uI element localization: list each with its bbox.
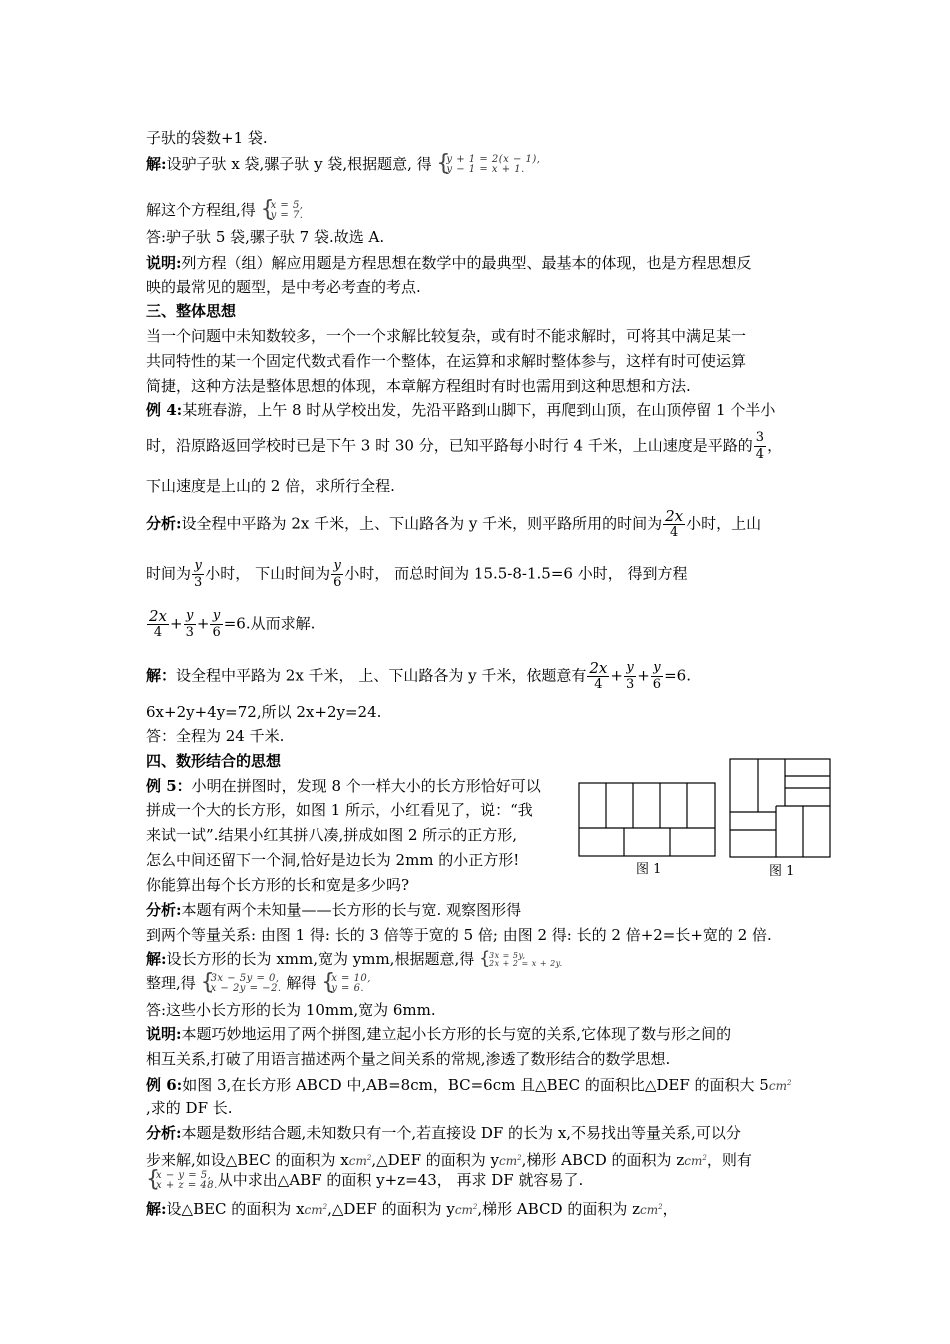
text-line: 说明:列方程（组）解应用题是方程思想在数学中的最典型、最基本的体现，也是方程思想反 xyxy=(146,254,752,272)
text-line: 来试一试”.结果小红其拼八凑,拼成如图 2 所示的正方形, xyxy=(146,826,518,844)
text-line: 答：全程为 24 千米. xyxy=(146,727,285,745)
text-line: 拼成一个大的长方形，如图 1 所示，小红看见了，说：“我 xyxy=(146,801,533,819)
text-line: 分析:本题有两个未知量——长方形的长与宽. 观察图形得 xyxy=(146,901,522,919)
fig1-outline xyxy=(579,783,715,856)
text-line: 简捷，这种方法是整体思想的体现，本章解方程组时有时也需用到这种思想和方法. xyxy=(146,377,691,395)
figure-1-rectangles xyxy=(578,782,716,858)
text-line: 到两个等量关系: 由图 1 得: 长的 3 倍等于宽的 5 倍; 由图 2 得: 长的 2 倍+2=长+宽的 2 倍. xyxy=(146,926,772,944)
equation-system: { 3x − 5y = 0, x − 2y = −2. xyxy=(200,970,282,995)
unit-cm2: $cm^2$ xyxy=(454,1203,478,1217)
text-line: 时，沿原路返回学校时已是下午 3 时 30 分，已知平路每小时行 4 千米，上山速度是平路的 $\frac{3}{4}$ ， xyxy=(146,430,783,462)
text-line: 时间为 $\frac{y}{3}$ 小时， 下山时间为 $\frac{y}{6}$ 小时， 而总时间为 15.5-8-1.5=6 小时， 得到方程 xyxy=(146,558,688,590)
text-line: 例 4:某班春游，上午 8 时从学校出发，先沿平路到山脚下，再爬到山顶，在山顶停留 1 个半小 xyxy=(146,401,776,419)
unit-cm2: $cm^2$ xyxy=(640,1203,663,1217)
equation-line: $\frac{2x}{4}$ + $\frac{y}{3}$ + $\frac{y}{6}$ =6.从而求解. xyxy=(149,607,316,640)
text-line: 步来解,如设△BEC 的面积为 xcm$^2$,△DEF 的面积为 ycm$^2$,梯形 ABCD 的面积为 zcm$^2$，则有 xyxy=(146,1151,752,1169)
text-line: { x − y = 5, x + z = 48. 从中求出△ABF 的面积 y+z=43， 再求 DF 就容易了. xyxy=(146,1167,584,1192)
unit-cm2: $cm^2$ xyxy=(684,1154,707,1168)
text-line: 答:这些小长方形的长为 10mm,宽为 6mm. xyxy=(146,1001,436,1019)
fraction: $\frac{y}{6}$ xyxy=(652,660,662,692)
text-line: 映的最常见的题型，是中考必考查的考点. xyxy=(146,278,421,296)
equation-system: { y + 1 = 2(x − 1), y − 1 = x + 1. xyxy=(436,151,541,176)
equation-system: { x = 10, y = 6. xyxy=(321,970,371,995)
figure-1-caption: 图 1 xyxy=(636,862,662,877)
fraction: $\frac{3}{4}$ xyxy=(755,430,765,462)
text-line: 例 5：小明在拼图时，发现 8 个一样大小的长方形恰好可以 xyxy=(146,777,541,795)
text-line: 你能算出每个长方形的长和宽是多少吗? xyxy=(146,876,410,894)
equation-system: { 3x = 5y, 2x + 2 = x + 2y. xyxy=(479,948,563,969)
text-line: 怎么中间还留下一个洞,恰好是边长为 2mm 的小正方形! xyxy=(146,851,520,869)
text-line: 解：设全程中平路为 2x 千米， 上、下山路各为 y 千米，依题意有 $\frac{2x}{4}$ + $\frac{y}{3}$ + $\frac{y}{6}$ =6. xyxy=(146,659,691,692)
text-line: 下山速度是上山的 2 倍，求所行全程. xyxy=(146,477,395,495)
fraction: $\frac{2x}{4}$ xyxy=(589,659,608,692)
text-line: 解:设驴子驮 x 袋,骡子驮 y 袋,根据题意, 得 { y + 1 = 2(x − 1), y − 1 = x + 1. xyxy=(146,151,541,176)
text-line: 例 6:如图 3,在长方形 ABCD 中,AB=8cm，BC=6cm 且△BEC 的面积比△DEF 的面积大 $5cm^2$ xyxy=(146,1076,792,1094)
text-line: 答:驴子驮 5 袋,骡子驮 7 袋.故选 A. xyxy=(146,228,385,246)
text-line: 共同特性的某一个固定代数式看作一个整体，在运算和求解时整体参与，这样有时可使运算 xyxy=(146,352,747,370)
section-heading: 四、数形结合的思想 xyxy=(146,752,282,770)
fraction: $\frac{y}{6}$ xyxy=(333,558,342,590)
text-line: 解这个方程组,得 { x = 5, y = 7. xyxy=(146,197,304,222)
fraction: $\frac{y}{3}$ xyxy=(185,608,194,640)
text-line: 分析:本题是数形结合题,未知数只有一个,若直接设 DF 的长为 x,不易找出等量关系,可以分 xyxy=(146,1124,741,1142)
text-line: 解:设长方形的长为 xmm,宽为 ymm,根据题意,得 { 3x = 5y, 2x + 2 = x + 2y. xyxy=(146,948,563,969)
fraction: $\frac{y}{6}$ xyxy=(212,608,221,640)
text-line: 当一个问题中未知数较多，一个一个求解比较复杂，或有时不能求解时，可将其中满足某一 xyxy=(146,327,747,345)
text-line: 子驮的袋数+1 袋. xyxy=(146,129,268,147)
text-line: 分析:设全程中平路为 2x 千米，上、下山路各为 y 千米，则平路所用的时间为 $\frac{2x}{4}$ 小时，上山 xyxy=(146,507,762,540)
section-heading: 三、整体思想 xyxy=(146,302,237,320)
unit-cm2: $cm^2$ xyxy=(499,1154,522,1168)
unit-cm2: $cm^2$ xyxy=(768,1079,792,1093)
text-line: 解:设△BEC 的面积为 xcm$^2$,△DEF 的面积为 ycm$^2$,梯形 ABCD 的面积为 zcm$^2$， xyxy=(146,1200,678,1218)
text-line: 整理,得 { 3x − 5y = 0, x − 2y = −2. 解得 { x = 10, y = 6. xyxy=(146,970,371,995)
fraction: $\frac{2x}{4}$ xyxy=(665,507,684,540)
fraction: $\frac{y}{3}$ xyxy=(194,558,203,590)
equation-system: { x = 5, y = 7. xyxy=(260,197,304,222)
figure-2-caption: 图 1 xyxy=(769,864,795,879)
equation-system: { x − y = 5, x + z = 48. xyxy=(146,1167,218,1192)
unit-cm2: $cm^2$ xyxy=(304,1203,328,1217)
fraction: $\frac{2x}{4}$ xyxy=(149,607,168,640)
fig2-outline xyxy=(730,759,830,857)
figure-2-square xyxy=(729,758,832,859)
text-line: 6x+2y+4y=72,所以 2x+2y=24. xyxy=(146,703,382,721)
text-line: 相互关系,打破了用语言描述两个量之间关系的常规,渗透了数形结合的数学思想. xyxy=(146,1050,671,1068)
unit-cm2: $cm^2$ xyxy=(348,1154,372,1168)
fraction: $\frac{y}{3}$ xyxy=(625,660,635,692)
text-line: ,求的 DF 长. xyxy=(146,1099,233,1117)
text-line: 说明:本题巧妙地运用了两个拼图,建立起小长方形的长与宽的关系,它体现了数与形之间的 xyxy=(146,1025,732,1043)
